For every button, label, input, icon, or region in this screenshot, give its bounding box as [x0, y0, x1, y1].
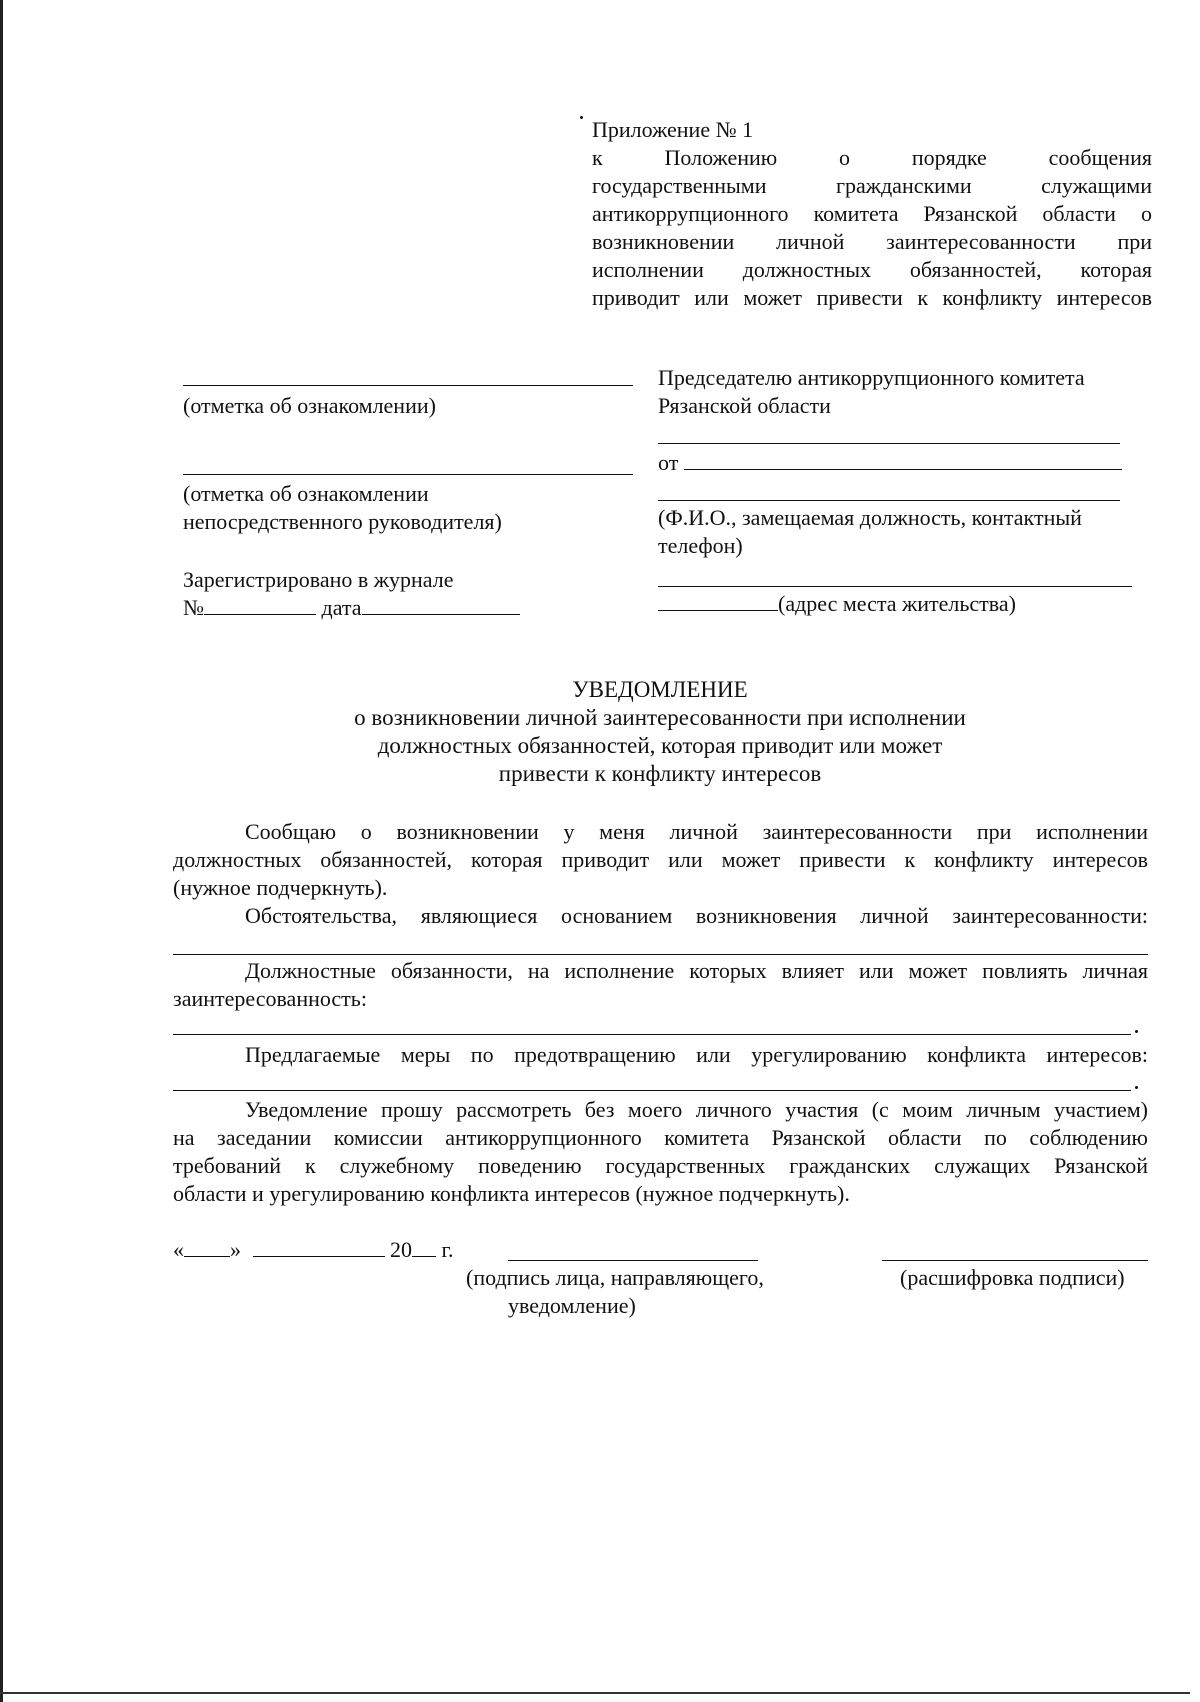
- appendix-block: [592, 116, 1152, 312]
- scan-edge-left: [0, 0, 3, 1702]
- ack-manager-label: [183, 480, 502, 536]
- scan-edge-bottom: [0, 1692, 1190, 1694]
- registration-number-row: [183, 594, 520, 622]
- p5-line-2: на заседании комиссии антикоррупционного комитета Рязанской области по соблюдению: [173, 1125, 1148, 1150]
- measures-line-period: [1135, 1086, 1138, 1089]
- from-line-top: [658, 443, 1120, 444]
- year-suffix: г.: [441, 1237, 454, 1262]
- ack-manager-line-1: (отметка об ознакомлении: [183, 481, 429, 506]
- appendix-title: Приложение № 1: [592, 117, 754, 142]
- appendix-word: гражданскими: [836, 173, 972, 198]
- year-prefix: 20: [390, 1237, 412, 1262]
- date-blank: [362, 594, 520, 615]
- address-line-top: [658, 586, 1132, 587]
- p2: Обстоятельства, являющиеся основанием возникновения личной заинтересованности:: [245, 903, 1148, 928]
- ack-label: (отметка об ознакомлении): [183, 393, 436, 418]
- quote-open: «: [173, 1237, 184, 1262]
- p1-line-3: (нужное подчеркнуть).: [173, 875, 388, 900]
- ack-manager-signature-line: [183, 474, 633, 475]
- circumstances-line: [173, 954, 1148, 955]
- duties-block: [173, 957, 1148, 1013]
- measures-line: [173, 1090, 1131, 1091]
- p3-line-2: заинтересованность:: [173, 986, 367, 1011]
- addressee-line-2: Рязанской области: [658, 393, 831, 418]
- notice-subtitle-1: о возникновении личной заинтересованности при исполнении: [354, 705, 966, 730]
- appendix-line-1: [592, 144, 1152, 172]
- scan-speck: [580, 116, 583, 119]
- notice-body: [173, 818, 1148, 930]
- notice-subtitle-3: привести к конфликту интересов: [498, 761, 822, 786]
- appendix-line-5: исполнении должностных обязанностей, которая: [592, 257, 1152, 282]
- measures-block: [173, 1041, 1148, 1069]
- ack-manager-line-2: непосредственного руководителя): [183, 509, 502, 534]
- appendix-word: сообщения: [1048, 145, 1152, 170]
- appendix-line-4: возникновении личной заинтересованности при: [592, 229, 1152, 254]
- address-blank: [658, 590, 778, 611]
- address-row: [658, 590, 1016, 618]
- signer-caption-line-2: уведомление): [508, 1293, 636, 1318]
- notice-subtitle-2: должностных обязанностей, которая приводит или может: [377, 733, 943, 758]
- fio-line-2: телефон): [658, 533, 743, 558]
- ack-signature-line: [183, 385, 633, 386]
- addressee-line-1: Председателю антикоррупционного комитета: [658, 365, 1085, 390]
- registered-label: Зарегистрировано в журнале: [183, 567, 454, 592]
- day-blank: [184, 1236, 230, 1257]
- from-blank: [684, 449, 1122, 470]
- appendix-word: государственными: [592, 173, 767, 198]
- notice-title: УВЕДОМЛЕНИЕ: [572, 677, 748, 702]
- p4: Предлагаемые меры по предотвращению или урегулированию конфликта интересов:: [245, 1042, 1148, 1067]
- review-block: [173, 1096, 1148, 1208]
- p3-line-1: Должностные обязанности, на исполнение которых влияет или может повлиять личная: [245, 958, 1148, 983]
- appendix-word: порядке: [911, 145, 987, 170]
- quote-close: »: [230, 1237, 241, 1262]
- appendix-line-3: антикоррупционного комитета Рязанской области о: [592, 201, 1152, 226]
- number-label: №: [183, 595, 204, 620]
- year-blank: [412, 1236, 436, 1257]
- decode-line: [882, 1260, 1148, 1261]
- from-label: от: [658, 450, 679, 475]
- fio-line-1: (Ф.И.О., замещаемая должность, контактный: [658, 505, 1082, 530]
- notice-heading-block: [0, 676, 1200, 788]
- addressee-block: [658, 364, 1148, 420]
- signature-line: [508, 1260, 758, 1261]
- appendix-word: служащими: [1041, 173, 1152, 198]
- decode-caption: (расшифровка подписи): [900, 1265, 1125, 1290]
- duties-line: [173, 1034, 1131, 1035]
- p1-line-1: Сообщаю о возникновении у меня личной заинтересованности при исполнении: [245, 819, 1148, 844]
- appendix-line-6: приводит или может привести к конфликту интересов: [592, 285, 1152, 310]
- signer-caption: [466, 1264, 806, 1320]
- registration-block: [183, 566, 520, 622]
- p5-line-4: области и урегулированию конфликта интересов (нужное подчеркнуть).: [173, 1181, 850, 1206]
- appendix-word: Положению: [664, 145, 778, 170]
- fio-line: [658, 500, 1120, 501]
- signer-caption-line-1: (подпись лица, направляющего,: [466, 1265, 764, 1290]
- appendix-word: о: [839, 145, 851, 170]
- from-row: [658, 449, 1122, 477]
- fio-label: [658, 504, 1148, 560]
- address-label: (адрес места жительства): [778, 591, 1016, 616]
- p5-line-1: Уведомление прошу рассмотреть без моего личного участия (с моим личным участием): [245, 1097, 1148, 1122]
- appendix-word: к: [592, 145, 603, 170]
- p1-line-2: должностных обязанностей, которая приводит или может привести к конфликту интересов: [173, 847, 1148, 872]
- duties-line-period: [1135, 1030, 1138, 1033]
- appendix-line-2: [592, 172, 1152, 200]
- number-blank: [204, 594, 316, 615]
- month-blank: [253, 1236, 385, 1257]
- date-label: дата: [321, 595, 362, 620]
- p5-line-3: требований к служебному поведению государственных гражданских служащих Рязанской: [173, 1153, 1148, 1178]
